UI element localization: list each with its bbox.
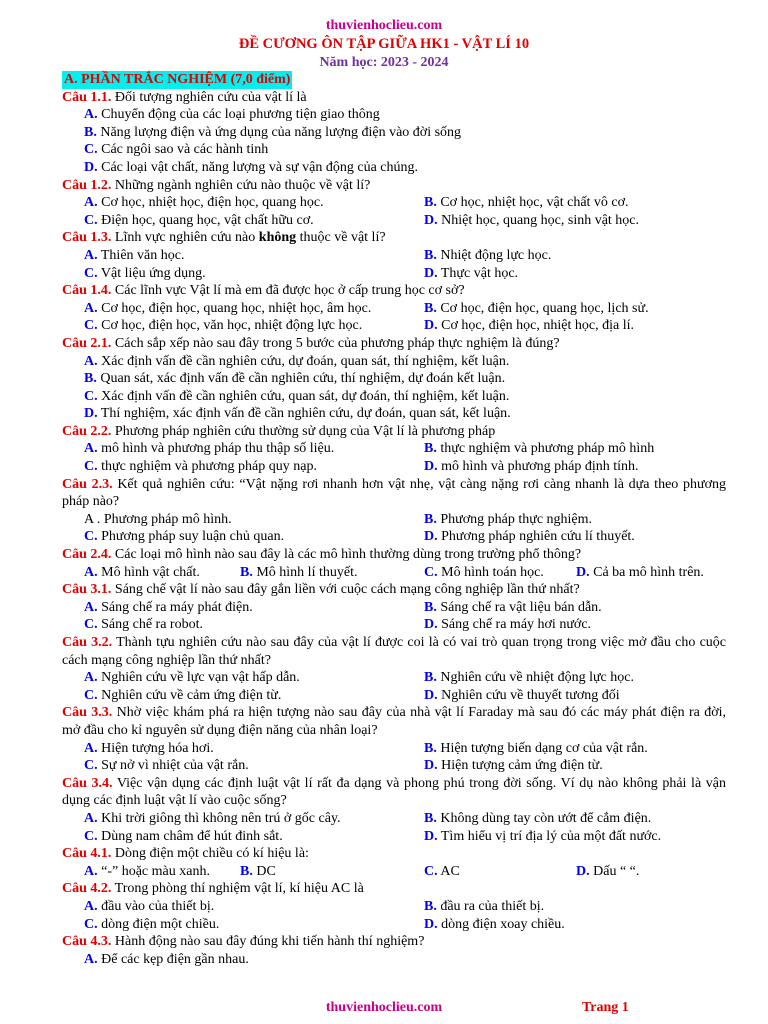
option-a: A. Sáng chế ra máy phát điện. (84, 599, 253, 615)
option-a: A. Thiên văn học. (84, 247, 185, 263)
question-text: Việc vận dụng các định luật vật lí rất đa dạng và phong phú trong đời sống. Ví dụ nào không phải là vận dụng các định luật vật lí vào cuộc sống? (62, 775, 726, 809)
question-number: Câu 1.1. (62, 89, 112, 105)
option-b: B. Hiện tượng biến dạng cơ của vật rắn. (424, 740, 648, 756)
page-number: Trang 1 (582, 1000, 629, 1015)
question-number: Câu 1.2. (62, 177, 112, 193)
option-a: A. đầu vào của thiết bị. (84, 898, 215, 914)
question-number: Câu 2.3. (62, 476, 113, 492)
question-number: Câu 3.2. (62, 635, 113, 650)
options-row (62, 898, 726, 916)
question-number: Câu 2.4. (62, 547, 112, 563)
document-title: ĐỀ CƯƠNG ÔN TẬP GIỮA HK1 - VẬT LÍ 10 (238, 36, 530, 52)
option-a: A. Nghiên cứu về lực vạn vật hấp dẫn. (84, 670, 300, 686)
section-heading: A. PHẦN TRẮC NGHIỆM (7,0 điểm) (64, 72, 291, 87)
option-b: B. Nghiên cứu về nhiệt động lực học. (424, 670, 634, 686)
option-d: D. mô hình và phương pháp định tính. (424, 459, 639, 475)
question-1-3: Câu 1.3. Lĩnh vực nghiên cứu nào không thuộc về vật lí? (62, 230, 386, 246)
option-b: B. đầu ra của thiết bị. (424, 898, 545, 914)
options-row (62, 863, 726, 881)
question-number: Câu 2.1. (62, 335, 112, 351)
question-text: Đối tượng nghiên cứu của vật lí là (111, 89, 307, 105)
options-row (62, 300, 726, 318)
options-row (62, 669, 726, 687)
question-2-4 (62, 546, 726, 564)
question-text: Hành động nào sau đây đúng khi tiến hành thí nghiệm? (111, 934, 425, 950)
question-3-3 (62, 704, 726, 739)
options-row (62, 528, 726, 546)
option-a: A . Phương pháp mô hình. (84, 511, 232, 527)
options-row (62, 757, 726, 775)
option-b: B. thực nghiệm và phương pháp mô hình (424, 441, 655, 457)
options-row (62, 916, 726, 934)
option-a: A. Xác định vấn đề cần nghiên cứu, dự đoán, quan sát, thí nghiệm, kết luận. (84, 353, 510, 369)
question-number: Câu 1.3. (62, 230, 112, 246)
option-b: B. Quan sát, xác định vấn đề cần nghiên cứu, thí nghiệm, dự đoán kết luận. (84, 371, 506, 387)
question-2-3 (62, 476, 726, 511)
question-number: Câu 2.2. (62, 423, 112, 439)
question-1-4 (62, 282, 726, 300)
question-4-1 (62, 845, 726, 863)
question-number: Câu 4.3. (62, 934, 112, 950)
option-c: C. Sáng chế ra robot. (84, 617, 203, 633)
options-row (62, 616, 726, 634)
option-c: C. Vật liệu ứng dụng. (84, 265, 206, 281)
option-d: D. Nhiệt học, quang học, sinh vật học. (424, 212, 640, 228)
question-text: Kết quả nghiên cứu: “Vật nặng rơi nhanh hơn vật nhẹ, vật càng nặng rơi càng nhanh là dựa theo phương pháp nào? (62, 476, 726, 510)
question-3-2 (62, 634, 726, 669)
option-c: C. Mô hình toán học. (424, 564, 544, 580)
options-row (62, 265, 726, 283)
option-d: D. Tìm hiểu vị trí địa lý của một đất nước. (424, 828, 662, 844)
question-number: Câu 3.1. (62, 582, 112, 598)
option-b: B. Không dùng tay còn ướt để cắm điện. (424, 810, 652, 826)
option-a: A. Mô hình vật chất. (84, 564, 200, 580)
question-4-3 (62, 933, 726, 951)
question-list (62, 71, 726, 968)
option-a: A. Cơ học, nhiệt học, điện học, quang học. (84, 195, 324, 211)
question-number: Câu 3.4. (62, 775, 113, 791)
option-c: C. Cơ học, điện học, văn học, nhiệt động lực học. (84, 318, 363, 334)
options-row (62, 194, 726, 212)
option-d: D. Sáng chế ra máy hơi nước. (424, 617, 592, 633)
options-row (62, 564, 726, 582)
option-a: A. Hiện tượng hóa hơi. (84, 740, 214, 756)
option-d: D. Dấu “ “. (576, 863, 640, 879)
option-a: A. Khi trời giông thì không nên trú ở gốc cây. (84, 810, 341, 826)
option-d: D. Cơ học, điện học, nhiệt học, địa lí. (424, 318, 634, 334)
options-row (62, 810, 726, 828)
option-b: B. Cơ học, điện học, quang học, lịch sử. (424, 300, 649, 316)
question-number: Câu 4.1. (62, 846, 112, 862)
options-row (62, 828, 726, 846)
question-3-1 (62, 581, 726, 599)
option-d: D. dòng điện xoay chiều. (424, 916, 565, 932)
option-d: D. Thí nghiệm, xác định vấn đề cần nghiên cứu, dự đoán, quan sát, kết luận. (84, 406, 511, 422)
option-b: B. DC (240, 863, 276, 879)
option-d: D. Thực vật học. (424, 265, 519, 281)
option-b: B. Nhiệt động lực học. (424, 247, 552, 263)
option-c: C. Phương pháp suy luận chủ quan. (84, 529, 285, 545)
question-text: Các lĩnh vực Vật lí mà em đã được học ở cấp trung học cơ sở? (111, 283, 465, 299)
question-text: Nhờ việc khám phá ra hiện tượng nào sau đây của nhà vật lí Faraday mà sau đó các máy phát điện ra đời, mở đầu cho kỉ nguyên sử dụng điện năng của nhân loại? (62, 705, 726, 738)
option-c: C. Điện học, quang học, vật chất hữu cơ. (84, 212, 314, 228)
option-a: A. mô hình và phương pháp thu thập số liệu. (84, 441, 335, 457)
option-c: C. Các ngôi sao và các hành tinh (84, 142, 269, 158)
question-text: Thành tựu nghiên cứu nào sau đây của vật lí được coi là có vai trò quan trọng trong việc mở đầu cho cuộc cách mạng công nghiệp lần thứ nhất? (62, 635, 726, 668)
option-b: B. Cơ học, nhiệt học, vật chất vô cơ. (424, 195, 629, 211)
option-c: C. dòng điện một chiều. (84, 916, 220, 932)
question-number: Câu 1.4. (62, 283, 112, 299)
header-site-name[interactable]: thuvienhoclieu.com (325, 18, 443, 33)
option-c: C. AC (424, 863, 460, 879)
option-b: B. Mô hình lí thuyết. (240, 564, 358, 580)
options-row (62, 317, 726, 335)
option-a: A. Cơ học, điện học, quang học, nhiệt học, âm học. (84, 300, 372, 316)
footer-site-name[interactable]: thuvienhoclieu.com (325, 1000, 443, 1015)
option-d: D. Cả ba mô hình trên. (576, 564, 704, 580)
option-d: D. Các loại vật chất, năng lượng và sự vận động của chúng. (84, 159, 419, 175)
question-1-2 (62, 177, 726, 195)
options-row (62, 247, 726, 265)
options-row (62, 511, 726, 529)
school-year: Năm học: 2023 - 2024 (319, 55, 449, 70)
question-text: Những ngành nghiên cứu nào thuộc về vật lí? (111, 177, 371, 193)
question-text: Các loại mô hình nào sau đây là các mô hình thường dùng trong trường phổ thông? (111, 547, 582, 563)
question-1-1 (62, 89, 726, 107)
options-row (62, 599, 726, 617)
question-text: Cách sắp xếp nào sau đây trong 5 bước của phương pháp thực nghiệm là đúng? (111, 335, 560, 351)
question-3-4 (62, 775, 726, 810)
option-c: C. Nghiên cứu về cảm ứng điện từ. (84, 687, 282, 703)
options-row (62, 458, 726, 476)
question-text: Phương pháp nghiên cứu thường sử dụng của Vật lí là phương pháp (111, 423, 496, 439)
option-d: D. Phương pháp nghiên cứu lí thuyết. (424, 529, 635, 545)
question-4-2 (62, 880, 726, 898)
options-row (62, 212, 726, 230)
option-b: B. Năng lượng điện và ứng dụng của năng lượng điện vào đời sống (84, 124, 462, 140)
option-b: B. Sáng chế ra vật liệu bán dẫn. (424, 599, 602, 615)
question-text: Trong phòng thí nghiệm vật lí, kí hiệu AC là (111, 881, 364, 897)
option-a: A. Để các kẹp điện gần nhau. (84, 951, 249, 967)
options-row (62, 440, 726, 458)
question-number: Câu 4.2. (62, 881, 112, 897)
question-text: Dòng điện một chiều có kí hiệu là: (111, 846, 309, 862)
option-a: A. “-” hoặc màu xanh. (84, 863, 210, 879)
question-text: Sáng chế vật lí nào sau đây gắn liền với cuộc cách mạng công nghiệp lần thứ nhất? (111, 582, 580, 598)
emphasis-not: không (258, 230, 297, 246)
question-2-2 (62, 423, 726, 441)
option-b: B. Phương pháp thực nghiệm. (424, 511, 593, 527)
question-number: Câu 3.3. (62, 705, 113, 721)
option-c: C. thực nghiệm và phương pháp quy nạp. (84, 459, 317, 475)
option-a: A. Chuyển động của các loại phương tiện giao thông (84, 107, 380, 123)
option-c: C. Xác định vấn đề cần nghiên cứu, quan sát, dự đoán, thí nghiệm, kết luận. (84, 388, 510, 404)
option-c: C. Dùng nam châm để hút đinh sắt. (84, 828, 283, 844)
options-row (62, 687, 726, 705)
option-d: D. Hiện tượng cảm ứng điện từ. (424, 758, 603, 774)
question-2-1 (62, 335, 726, 353)
option-d: D. Nghiên cứu về thuyết tương đối (424, 687, 620, 703)
option-c: C. Sự nở vì nhiệt của vật rắn. (84, 758, 249, 774)
options-row (62, 740, 726, 758)
